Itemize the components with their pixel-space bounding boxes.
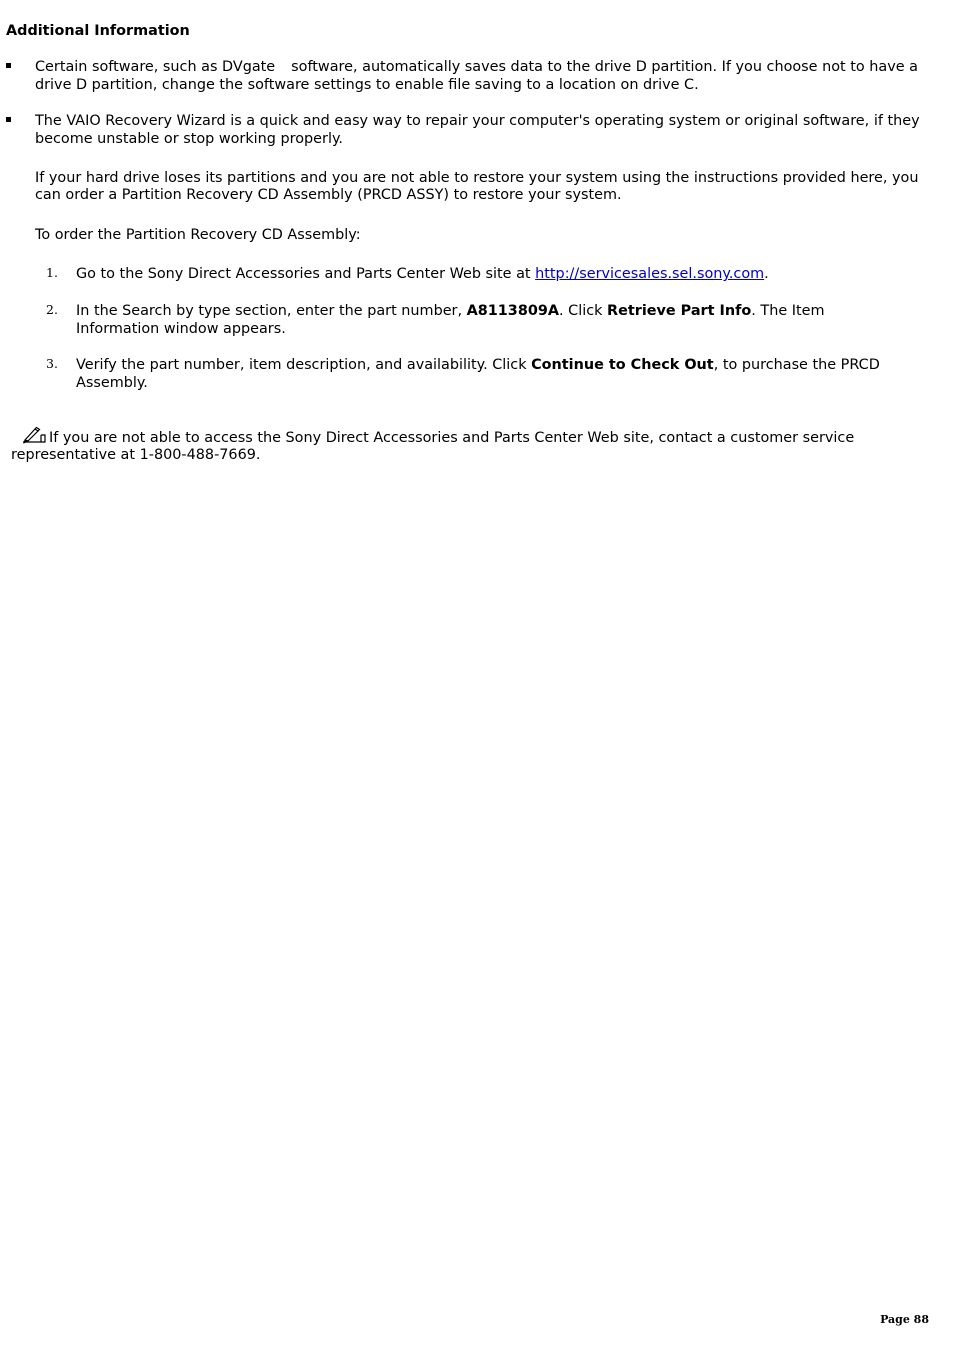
bullet-text: Certain software, such as DVgate software, automatically saves data to the drive D partition. If you choose not to have a drive D partition, change the software settings to enable file saving to a location on drive C. — [35, 59, 918, 93]
bullet-text: The VAIO Recovery Wizard is a quick and easy way to repair your computer's operating system or original software, if they become unstable or stop working properly. — [35, 113, 920, 147]
step-number: 3. — [46, 356, 58, 371]
continue-to-check-out-label: Continue to Check Out — [531, 357, 714, 373]
step-text: Go to the Sony Direct Accessories and Parts Center Web site at http://servicesales.sel.sony.com. — [76, 266, 769, 282]
note-pen-icon — [21, 426, 47, 444]
page-number: Page 88 — [880, 1313, 929, 1326]
note-paragraph: If you are not able to access the Sony Direct Accessories and Parts Center Web site, contact a customer service representative at 1-800-488-7669. — [11, 426, 931, 464]
bullet-square-icon — [6, 63, 11, 68]
retrieve-part-info-label: Retrieve Part Info — [607, 303, 752, 319]
step-number: 1. — [46, 265, 58, 280]
bullet-square-icon — [6, 117, 11, 122]
step-number: 2. — [46, 302, 58, 317]
part-number: A8113809A — [466, 303, 559, 319]
sony-parts-link[interactable]: http://servicesales.sel.sony.com — [535, 266, 765, 282]
step-text: Verify the part number, item description, and availability. Click Continue to Check Out, to purchase the PRCD Assembly. — [76, 357, 880, 391]
step-text: In the Search by type section, enter the part number, A8113809A. Click Retrieve Part Info. The Item Information window appears. — [76, 303, 825, 337]
partition-info-paragraph: If your hard drive loses its partitions and you are not able to restore your system using the instructions provided here, you can order a Partition Recovery CD Assembly (PRCD ASSY) to restore your system. — [35, 170, 919, 203]
order-intro-paragraph: To order the Partition Recovery CD Assembly: — [35, 227, 361, 243]
section-heading: Additional Information — [6, 23, 190, 39]
